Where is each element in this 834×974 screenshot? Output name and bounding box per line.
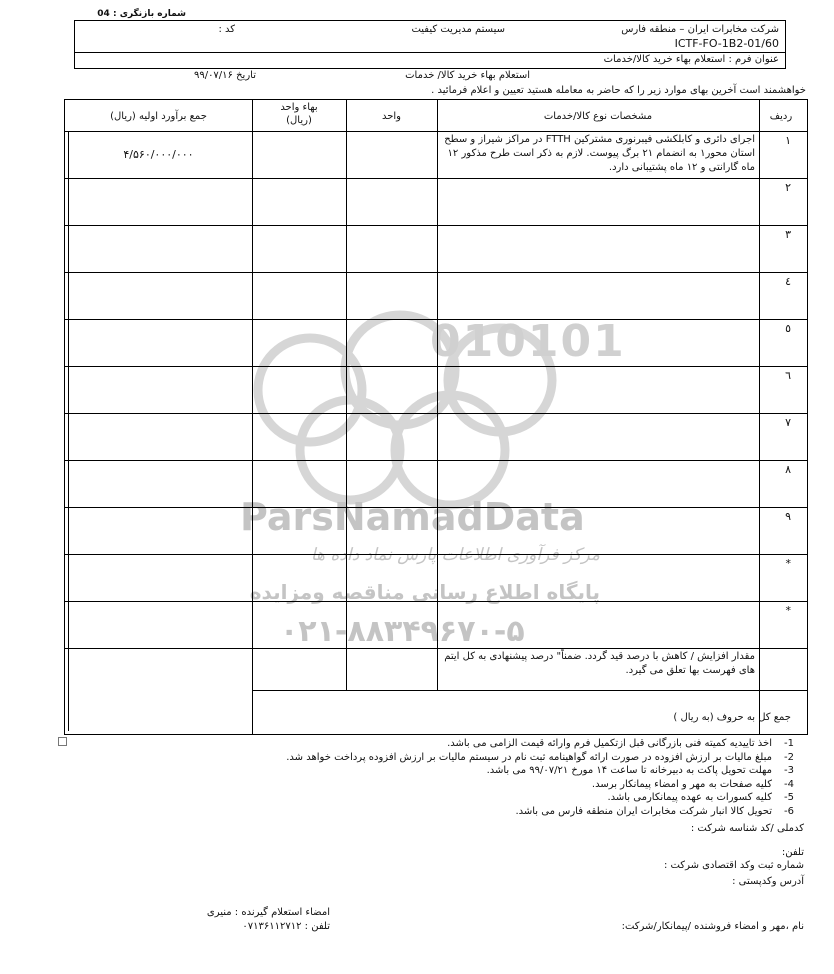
system-name: سیستم مدیریت کیفیت <box>411 24 505 35</box>
watermark-phone: ۰۲۱-۸۸۳۴۹۶۷۰-۵ <box>280 614 525 649</box>
note-item: 4-کلیه صفحات به مهر و امضاء پیمانکار برسد. <box>591 778 794 790</box>
note-item: 6-تحویل کالا انبار شرکت مخابرات ایران منطقه فارس می باشد. <box>515 805 794 817</box>
row-number: ٩ <box>785 510 791 523</box>
inquiry-title: استعلام بهاء خرید کالا/ خدمات <box>405 70 530 81</box>
watermark-brand: ParsNamadData <box>240 495 585 539</box>
price-table <box>64 99 808 735</box>
col-header-spec: مشخصات نوع کالا/خدمات <box>543 111 653 122</box>
col-header-row: ردیف <box>769 111 793 122</box>
note-item: 2-مبلغ مالیات بر ارزش افزوده در صورت ارائه گواهینامه ثبت نام در سیستم مالیات بر ارزش افزوده پرداخت خواهد شد. <box>286 751 794 763</box>
row-number: ٥ <box>785 322 791 335</box>
col-header-unit-price: بهاء واحد <box>280 102 318 113</box>
inquiry-date: تاریخ ۹۹/۰۷/۱۶ <box>193 70 256 81</box>
registration-field[interactable]: شماره ثبت وکد اقتصادی شرکت : <box>663 860 804 871</box>
form-title: عنوان فرم : استعلام بهاء خرید کالا/خدمات <box>603 54 779 65</box>
note-item: 5-کلیه کسورات به عهده پیمانکارمی باشد. <box>607 792 794 803</box>
row-number: ٤ <box>785 275 791 288</box>
watermark-line3: پایگاه اطلاع رسانی مناقصه ومزایده <box>249 580 600 604</box>
row-number: ٢ <box>785 181 791 194</box>
note-item: 1-اخذ تاییدیه کمیته فنی بازرگانی قبل ازتکمیل فرم وارائه قیمت الزامی می باشد. <box>447 738 794 749</box>
address-field[interactable]: آدرس وکدپستی : <box>732 876 804 887</box>
row-number: ٧ <box>785 416 791 429</box>
company-name: شرکت مخابرات ایران – منطقه فارس <box>621 24 779 35</box>
inquirer-signature: امضاء استعلام گیرنده : منیری <box>206 907 330 918</box>
request-text: خواهشمند است آخرین بهای موارد زیر را که حاضر به معامله هستید تعیین و اعلام فرمائید . <box>431 85 806 96</box>
notes-list <box>234 737 794 818</box>
total-in-words-label: جمع کل به حروف (به ریال ) <box>673 712 791 723</box>
row-spec: اجرای دائری و کابلکشی فیبرنوری مشترکین FTTH در مراکز شیراز و سطح استان محور۱ به انضمام ۲۱ برگ پیوست. لازم به ذکر است طرح مذکور ۱۲ ماه گارانتی و ۱۲ ماه پشتیبانی دارد. <box>444 134 755 173</box>
checkbox-left[interactable] <box>58 737 67 746</box>
row-number: ٣ <box>785 228 791 241</box>
seller-signature[interactable]: نام ،مهر و امضاء فروشنده /پیمانکار/شرکت: <box>621 921 804 932</box>
watermark-digits: 010101 <box>430 316 626 367</box>
code-label: کد : <box>218 24 235 35</box>
adjustment-note: مقدار افزایش / کاهش با درصد قید گردد. ضمناً" درصد پیشنهادی به کل ایتم های فهرست بها تعلق می گیرد. <box>444 651 755 676</box>
col-header-unit: واحد <box>381 111 402 122</box>
form-code: ICTF-FO-1B2-01/60 <box>674 37 779 50</box>
phone-field[interactable]: تلفن: <box>781 847 804 858</box>
note-item: 3-مهلت تحویل پاکت به دبیرخانه تا ساعت ۱۴ مورخ ۹۹/۰۷/۲۱ می باشد. <box>486 765 794 776</box>
row-number: * <box>785 604 791 617</box>
row-number: ٦ <box>785 369 791 382</box>
col-header-unit-price-unit: (ریال) <box>286 115 312 126</box>
inquirer-phone: تلفن : ۰۷۱۳۶۱۱۲۷۱۲ <box>242 921 330 932</box>
watermark-line2: مرکز فرآوری اطلاعات پارس نماد داده ها <box>310 545 600 565</box>
form-header <box>74 20 786 69</box>
row-total: ۴/۵۶۰/۰۰۰/۰۰۰ <box>123 148 194 161</box>
revision-label: شماره بازنگری : 04 <box>97 9 186 19</box>
row-number: ١ <box>785 134 791 147</box>
national-id-field[interactable]: کدملی /کد شناسه شرکت : <box>690 823 804 834</box>
table-left-border <box>68 131 69 731</box>
col-header-total: جمع برآورد اولیه (ریال) <box>110 111 207 122</box>
row-number: * <box>785 557 791 570</box>
row-number: ٨ <box>785 463 791 476</box>
